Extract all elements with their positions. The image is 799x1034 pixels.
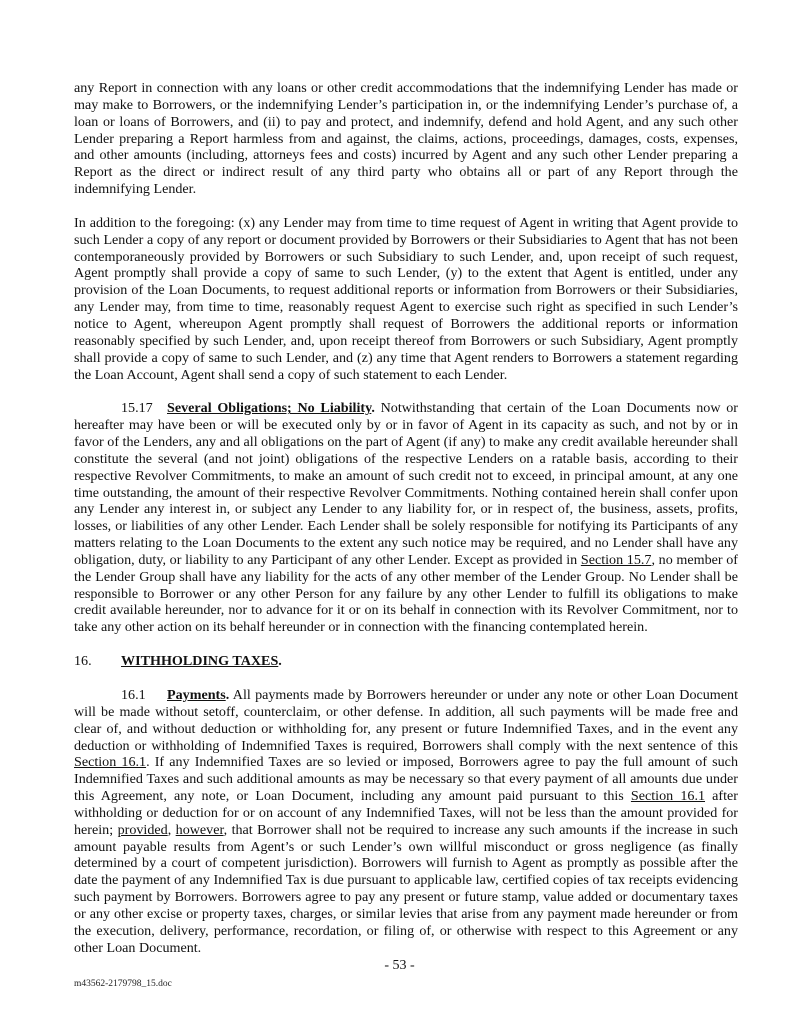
article-title-punct: . (278, 653, 282, 670)
section-body: All payments made by Borrowers hereunder or under any note or other Loan Document will be made without setoff, counterclaim, or other defense. In addition, all such payments will be made free and clear of, and without deduction or withholding for, any present or future Indemnified Taxes, and in the event any deduction or withholding of Indemnified Taxes is required, Borrowers shall comply with the next sentence of this (74, 687, 738, 754)
section-cross-reference: Section 16.1 (630, 788, 706, 805)
section-number: 15.17 (121, 400, 153, 417)
document-page (74, 80, 738, 957)
section-title-punct: . (225, 687, 230, 703)
paragraph-lender-reports: In addition to the foregoing: (x) any Lender may from time to time request of Agent in writing that Agent provide to such Lender a copy of any report or document provided by Borrowers or their Subsidiaries to Agent that has not been contemporaneously provided by Borrowers or such Subsidiary to such Lender, and, upon receipt of such request, Agent promptly shall provide a copy of same to such Lender, (y) to the extent that Agent is entitled, under any provision of the Loan Documents, to request additional reports or information from Borrowers or their Subsidiaries, any Lender may, from time to time, reasonably request Agent to exercise such right as specified in such Lender’s notice to Agent, whereupon Agent promptly shall request of Borrowers the additional reports or information reasonably specified by such Lender, and, upon receipt thereof from Borrowers or such Subsidiary, Agent promptly shall provide a copy of same to such Lender, and (z) any time that Agent renders to Borrowers a statement regarding the Loan Account, Agent shall send a copy of such statement to each Lender. (74, 214, 738, 383)
section-number: 16.1 (121, 687, 146, 703)
section-title: Several Obligations; No Liability (167, 400, 372, 417)
section-cross-reference: Section 15.7 (580, 551, 652, 568)
section-title: Payments (167, 687, 226, 703)
page-number: - 53 - (384, 958, 415, 973)
term-provided: provided (117, 821, 168, 838)
section-body: after withholding or deduction for or on account of any Indemnified Taxes, will not be less than the amount provided for herein; (74, 788, 738, 838)
term-however: however (175, 821, 224, 838)
section-title-punct: . (371, 400, 375, 417)
section-body: , that Borrower shall not be required to increase any such amounts if the increase in such amount payable results from Agent’s or such Lender’s own willful misconduct or gross negligence (as finally determined by a court of competent jurisdiction). Borrowers will furnish to Agent as promptly as possible after the date the payment of any Indemnified Tax is due pursuant to applicable law, certified copies of tax receipts evidencing such payment by Borrowers. Borrowers agree to pay any present or future stamp, value added or documentary taxes or any other excise or property taxes, charges, or similar levies that arise from any payment made hereunder or from the execution, delivery, performance, recordation, or filing of, or otherwise with respect to this Agreement or any other Loan Document. (74, 821, 739, 956)
article-number: 16. (74, 653, 92, 670)
section-15-17 (74, 400, 738, 636)
article-title: WITHHOLDING TAXES (121, 653, 279, 670)
section-body: Notwithstanding that certain of the Loan Documents now or hereafter may have been or will be executed only by or in favor of Agent in its capacity as such, and not by or in favor of the Lenders, any and all obligations on the part of Agent (if any) to make any credit available hereunder shall constitute the several (and not joint) obligations of the respective Lenders on a ratable basis, according to their respective Revolver Commitments, to make an amount of such credit not to exceed, in principal amount, at any one time outstanding, the amount of their respective Revolver Commitments. Nothing contained herein shall confer upon any Lender any interest in, or subject any Lender to any liability for, or in respect of, the business, assets, profits, losses, or liabilities of any other Lender. Each Lender shall be solely responsible for notifying its Participants of any matters relating to the Loan Documents to the extent any such notice may be required, and no Lender shall have any obligation, duty, or liability to any Participant of any other Lender. Except as provided in (74, 400, 738, 568)
section-body: . If any Indemnified Taxes are so levied or imposed, Borrowers agree to pay the full amount of such Indemnified Taxes and such additional amounts as may be necessary so that every payment of all amounts due under this Agreement, any note, or Loan Document, including any amount paid pursuant to this (74, 754, 738, 805)
section-body: , no member of the Lender Group shall have any liability for the acts of any other member of the Lender Group. No Lender shall be responsible to Borrower or any other Person for any failure by any other Lender to fulfill its obligations to make credit available hereunder, nor to advance for it or on its behalf in connection with its Revolver Commitment, nor to take any other action on its behalf hereunder or in connection with the financing contemplated herein. (74, 551, 738, 636)
section-16-1 (74, 687, 738, 957)
article-heading-16 (74, 653, 738, 670)
section-body: , (167, 821, 176, 838)
section-cross-reference: Section 16.1 (74, 754, 147, 771)
paragraph-indemnification-continued: any Report in connection with any loans or other credit accommodations that the indemnifying Lender has made or may make to Borrowers, or the indemnifying Lender’s participation in, or the indemnifying Lender’s purchase of, a loan or loans of Borrowers, and (ii) to pay and protect, and indemnify, defend and hold Agent, and any such other Lender preparing a Report harmless from and against, the claims, actions, proceedings, damages, costs, expenses, and other amounts (including, attorneys fees and costs) incurred by Agent and any such other Lender preparing a Report as the direct or indirect result of any third party who obtains all or part of any Report through the indemnifying Lender. (74, 80, 738, 198)
document-footer-id: m43562-2179798_15.doc (74, 979, 172, 989)
